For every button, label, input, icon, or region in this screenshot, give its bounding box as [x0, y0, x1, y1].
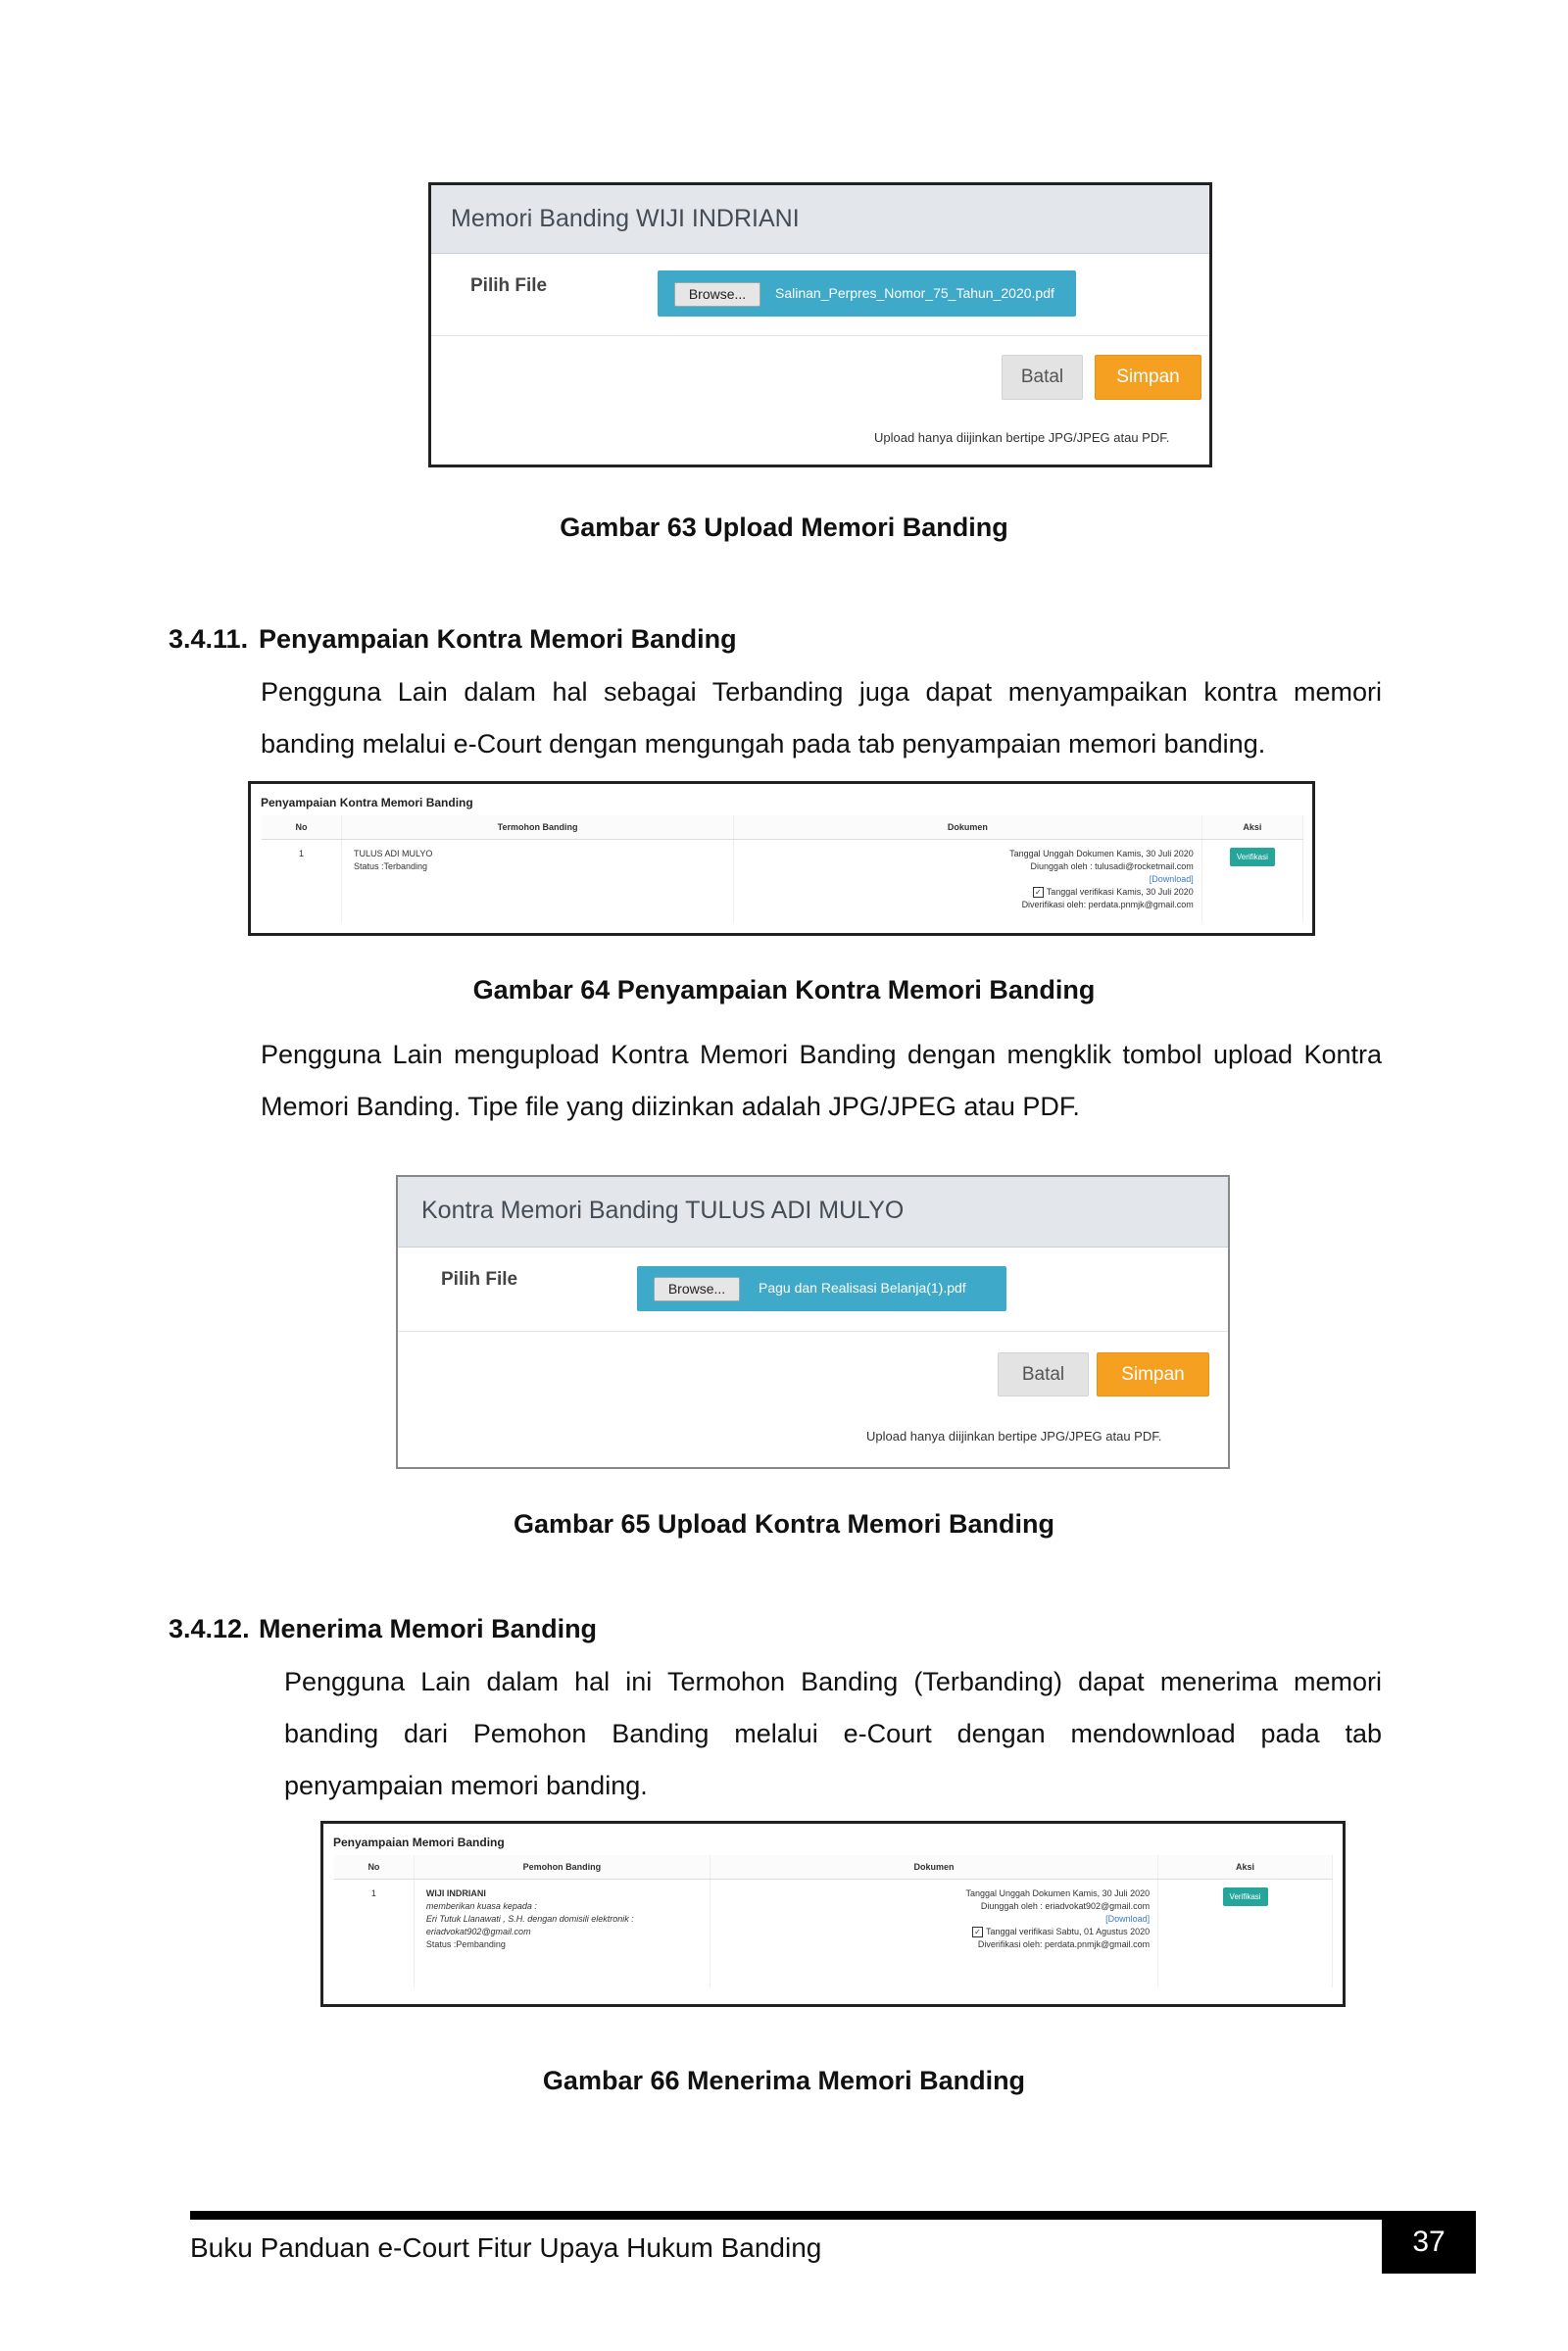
modal-header [398, 1177, 1228, 1248]
col-no: No [262, 815, 342, 840]
cell-no: 1 [334, 1880, 414, 1987]
section-3-4-11-heading [169, 624, 737, 655]
file-input[interactable] [637, 1266, 1006, 1311]
pilih-file-label: Pilih File [470, 275, 548, 296]
checkbox-icon: ✓ [972, 1927, 983, 1937]
section-title: Menerima Memori Banding [259, 1614, 598, 1643]
cell-dokumen [710, 1880, 1157, 1987]
panel-title: Penyampaian Memori Banding [333, 1836, 505, 1849]
section-number: 3.4.12. [169, 1614, 250, 1643]
col-dokumen: Dokumen [734, 815, 1202, 840]
col-aksi: Aksi [1158, 1855, 1333, 1880]
checkbox-icon: ✓ [1033, 887, 1044, 898]
party-status: Status :Pembanding [425, 1939, 506, 1949]
col-aksi: Aksi [1201, 815, 1302, 840]
cell-dokumen [734, 840, 1202, 922]
doc-verifier: Diverifikasi oleh: perdata.pnmjk@gmail.com [1021, 900, 1194, 909]
save-button[interactable]: Simpan [1097, 1352, 1209, 1396]
doc-uploader: Diunggah oleh : eriadvokat902@gmail.com [980, 1901, 1151, 1911]
figure-65-caption: Gambar 65 Upload Kontra Memori Banding [513, 1509, 1055, 1539]
party-name: WIJI INDRIANI [425, 1888, 486, 1898]
footer-rule [190, 2211, 1427, 2220]
verifikasi-button[interactable]: Verifikasi [1223, 1887, 1268, 1906]
doc-uploaded-date: Tanggal Unggah Dokumen Kamis, 30 Juli 2020 [965, 1888, 1151, 1898]
page-number: 37 [1382, 2211, 1476, 2274]
doc-verified [711, 1926, 1150, 1938]
file-row [431, 254, 1209, 336]
upload-note: Upload hanya diijinkan bertipe JPG/JPEG atau PDF. [866, 1429, 1162, 1444]
doc-verified [735, 886, 1194, 899]
figure-63-caption: Gambar 63 Upload Memori Banding [560, 513, 1008, 542]
verifikasi-button[interactable]: Verifikasi [1230, 848, 1275, 866]
upload-note: Upload hanya diijinkan bertipe JPG/JPEG atau PDF. [874, 430, 1170, 445]
doc-uploaded-date: Tanggal Unggah Dokumen Kamis, 30 Juli 2020 [1009, 849, 1194, 858]
save-button[interactable]: Simpan [1095, 355, 1201, 400]
browse-button[interactable]: Browse... [654, 1277, 740, 1301]
cancel-button[interactable]: Batal [998, 1352, 1089, 1396]
file-input[interactable] [658, 270, 1076, 317]
section-3-4-11-paragraph: Pengguna Lain dalam hal sebagai Terbanding juga dapat menyampaikan kontra memori banding melalui e-Court dengan mengungah pada tab penyampaian memori banding. [261, 677, 1382, 759]
modal-title: Memori Banding WIJI INDRIANI [451, 205, 800, 232]
panel-title: Penyampaian Kontra Memori Banding [261, 796, 473, 809]
footer-text: Buku Panduan e-Court Fitur Upaya Hukum Banding [190, 2232, 822, 2263]
col-termohon: Termohon Banding [342, 815, 734, 840]
col-pemohon: Pemohon Banding [414, 1855, 710, 1880]
section-title: Penyampaian Kontra Memori Banding [259, 624, 737, 654]
section-3-4-12-paragraph: Pengguna Lain dalam hal ini Termohon Banding (Terbanding) dapat menerima memori banding dari Pemohon Banding melalui e-Court dengan mendownload pada tab penyampaian memori banding. [284, 1667, 1382, 1800]
modal-title: Kontra Memori Banding TULUS ADI MULYO [421, 1197, 905, 1224]
download-link[interactable]: [Download] [1105, 1914, 1151, 1924]
table-header-row [334, 1855, 1333, 1880]
section-number: 3.4.11. [169, 624, 249, 654]
download-link[interactable]: [Download] [1149, 874, 1194, 884]
memori-banding-table [334, 1855, 1333, 1987]
kuasa-line-2: Eri Tutuk Llanawati , S.H. dengan domisili elektronik : [425, 1914, 634, 1924]
kuasa-line-3: eriadvokat902@gmail.com [425, 1927, 531, 1936]
party-status: Status :Terbanding [354, 861, 428, 871]
col-dokumen: Dokumen [710, 1855, 1157, 1880]
col-no: No [334, 1855, 414, 1880]
kontra-memori-table [262, 815, 1303, 922]
figure-65-upload-modal [396, 1175, 1230, 1469]
doc-verified-date: Tanggal verifikasi Kamis, 30 Juli 2020 [1046, 887, 1194, 897]
figure-64-caption: Gambar 64 Penyampaian Kontra Memori Banding [472, 975, 1096, 1004]
pilih-file-label: Pilih File [441, 1269, 518, 1290]
cancel-button[interactable]: Batal [1002, 355, 1083, 400]
cell-termohon [342, 840, 734, 922]
figure-66-caption: Gambar 66 Menerima Memori Banding [542, 2066, 1026, 2095]
party-name: TULUS ADI MULYO [354, 849, 433, 858]
browse-button[interactable]: Browse... [674, 282, 760, 307]
selected-file-name: Salinan_Perpres_Nomor_75_Tahun_2020.pdf [775, 285, 1054, 301]
doc-uploader: Diunggah oleh : tulusadi@rocketmail.com [1030, 861, 1194, 871]
cell-pemohon [414, 1880, 710, 1987]
cell-no: 1 [262, 840, 342, 922]
table-row [334, 1880, 1333, 1987]
doc-verified-date: Tanggal verifikasi Sabtu, 01 Agustus 2020 [986, 1927, 1151, 1936]
table-row [262, 840, 1303, 922]
file-row [398, 1248, 1228, 1332]
figure-66-table-screenshot [320, 1821, 1346, 2007]
doc-verifier: Diverifikasi oleh: perdata.pnmjk@gmail.com [977, 1939, 1151, 1949]
section-3-4-12-heading [169, 1614, 597, 1644]
figure-64-table-screenshot [248, 781, 1315, 936]
cell-aksi [1158, 1880, 1333, 1987]
kuasa-line-1: memberikan kuasa kepada : [425, 1901, 537, 1911]
figure-63-upload-modal [428, 182, 1212, 467]
cell-aksi [1201, 840, 1302, 922]
selected-file-name: Pagu dan Realisasi Belanja(1).pdf [759, 1280, 966, 1296]
modal-header [431, 185, 1209, 254]
upload-kontra-paragraph: Pengguna Lain mengupload Kontra Memori Banding dengan mengklik tombol upload Kontra Memori Banding. Tipe file yang diizinkan adalah JPG/JPEG atau PDF. [261, 1040, 1382, 1121]
table-header-row [262, 815, 1303, 840]
